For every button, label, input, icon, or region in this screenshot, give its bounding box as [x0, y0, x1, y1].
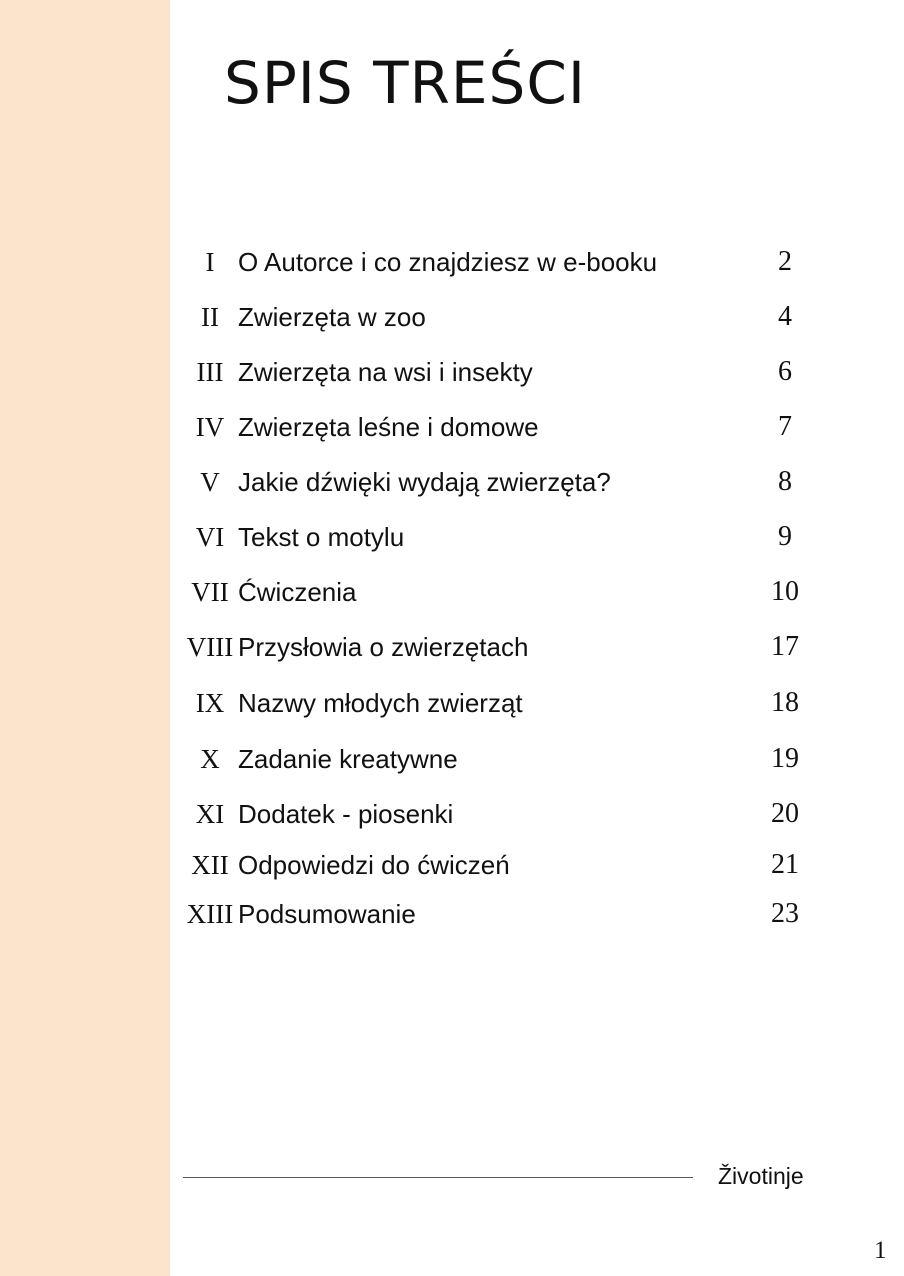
toc-chapter-title: Jakie dźwięki wydają zwierzęta? [238, 467, 611, 497]
toc-chapter-title: Zwierzęta w zoo [238, 302, 426, 332]
toc-chapter-title: Zwierzęta leśne i domowe [238, 412, 539, 442]
toc-chapter-number: X [200, 744, 220, 774]
side-color-band [0, 0, 170, 1276]
toc-row[interactable] [180, 405, 820, 449]
toc-chapter-number: IX [195, 688, 225, 718]
toc-chapter-number: VII [191, 577, 229, 607]
toc-row[interactable] [180, 570, 820, 614]
toc-row[interactable] [180, 792, 820, 836]
page-number: 1 [874, 1237, 887, 1264]
toc-row[interactable] [180, 240, 820, 284]
toc-row[interactable] [180, 295, 820, 339]
toc-chapter-title: Odpowiedzi do ćwiczeń [238, 850, 510, 880]
toc-chapter-number: XIII [186, 899, 234, 929]
toc-row[interactable] [180, 625, 820, 669]
toc-chapter-number: XII [191, 850, 229, 880]
toc-page-number: 23 [771, 898, 799, 929]
toc-row[interactable] [180, 843, 820, 887]
toc-chapter-title: Tekst o motylu [238, 522, 405, 552]
toc-row[interactable] [180, 350, 820, 394]
footer-label: Životinje [718, 1163, 804, 1189]
toc-page-number: 9 [778, 521, 792, 552]
toc-chapter-title: Przysłowia o zwierzętach [238, 632, 529, 662]
toc-chapter-number: IV [195, 412, 225, 442]
toc-chapter-title: Zadanie kreatywne [238, 744, 458, 774]
toc-chapter-number: VI [195, 522, 225, 552]
toc-page-number: 8 [778, 466, 792, 497]
toc-chapter-title: Zwierzęta na wsi i insekty [238, 357, 533, 387]
toc-chapter-title: O Autorce i co znajdziesz w e-booku [238, 247, 658, 277]
toc-page-number: 20 [771, 798, 799, 829]
toc-page-number: 10 [771, 576, 799, 607]
toc-chapter-title: Dodatek - piosenki [238, 799, 454, 829]
toc-page-number: 6 [778, 356, 792, 387]
toc-row[interactable] [180, 892, 820, 936]
toc-chapter-title: Ćwiczenia [238, 577, 357, 607]
toc-page-number: 21 [771, 849, 799, 880]
toc-chapter-number: V [200, 467, 220, 497]
toc-chapter-title: Nazwy młodych zwierząt [238, 688, 523, 718]
toc-page-number: 18 [771, 687, 799, 718]
toc-row[interactable] [180, 737, 820, 781]
page-title: SPIS TREŚCI [224, 49, 586, 117]
toc-page-number: 17 [771, 631, 799, 662]
toc-chapter-number: VIII [186, 632, 234, 662]
toc-chapter-title: Podsumowanie [238, 899, 416, 929]
toc-page-number: 19 [771, 743, 799, 774]
toc-page-number: 7 [778, 411, 792, 442]
toc-chapter-number: I [205, 247, 215, 277]
toc-row[interactable] [180, 681, 820, 725]
toc-chapter-number: III [196, 357, 224, 387]
toc-chapter-number: XI [195, 799, 225, 829]
toc-page-number: 2 [778, 246, 792, 277]
toc-page-number: 4 [778, 301, 792, 332]
toc-row[interactable] [180, 515, 820, 559]
toc-chapter-number: II [201, 302, 219, 332]
toc-row[interactable] [180, 460, 820, 504]
footer-divider [183, 1177, 693, 1178]
